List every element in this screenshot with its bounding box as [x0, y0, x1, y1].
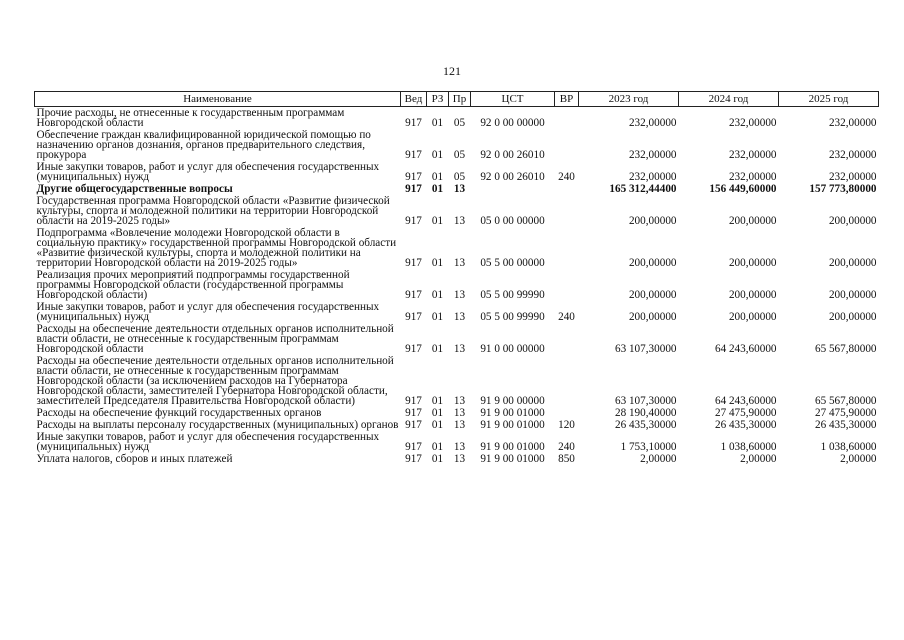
cell-2023: 200,00000: [628, 215, 677, 227]
cell-cst: 91 9 00 01000: [480, 419, 545, 431]
cell-2024: 232,00000: [728, 171, 777, 183]
cell-name: Иные закупки товаров, работ и услуг для обеспечения государственных (муниципальных) нужд: [36, 431, 380, 453]
cell-2024: 200,00000: [728, 311, 777, 323]
cell-pr: 13: [453, 419, 466, 431]
cell-pr: 13: [453, 453, 466, 465]
cell-vr: [555, 195, 579, 227]
cell-pr: 05: [453, 171, 466, 183]
header-2025: 2025 год: [779, 92, 879, 107]
table-row: [35, 301, 879, 323]
cell-pr: 05: [453, 117, 466, 129]
cell-ved: 917: [405, 419, 422, 431]
cell-ved: 917: [405, 171, 422, 183]
table-row: [35, 227, 879, 269]
cell-pr: 13: [453, 343, 466, 355]
cell-2023: 232,00000: [628, 149, 677, 161]
budget-table: [34, 91, 879, 465]
cell-2024: 64 243,60000: [714, 395, 777, 407]
cell-2023: 63 107,30000: [614, 343, 677, 355]
cell-cst: [471, 183, 555, 195]
cell-2025: 2,00000: [840, 453, 877, 465]
table-header-row: [35, 92, 879, 107]
cell-name: Уплата налогов, сборов и иных платежей: [36, 453, 233, 465]
cell-ved: 917: [405, 311, 422, 323]
cell-pr: 13: [453, 395, 466, 407]
cell-2023: 200,00000: [628, 311, 677, 323]
cell-2024: 27 475,90000: [714, 407, 777, 419]
cell-pr: 13: [453, 311, 466, 323]
cell-rz: 01: [431, 441, 444, 453]
table-row: [35, 453, 879, 465]
cell-rz: 01: [431, 149, 444, 161]
cell-2024: 1 038,60000: [720, 441, 777, 453]
cell-cst: 05 5 00 00000: [480, 257, 545, 269]
cell-cst: 91 9 00 01000: [480, 441, 545, 453]
cell-pr: 13: [453, 289, 466, 301]
cell-rz: 01: [431, 407, 444, 419]
cell-ved: 917: [405, 183, 422, 195]
table-body: [35, 107, 879, 466]
table-row: [35, 107, 879, 130]
cell-2024: 200,00000: [728, 257, 777, 269]
cell-2023: 165 312,44400: [609, 183, 677, 195]
table-row: [35, 269, 879, 301]
cell-2024: 156 449,60000: [709, 183, 777, 195]
cell-name: Обеспечение граждан квалифицированной юридической помощью по назначению органов дознания, органов предварительного следствия, прокурора: [36, 129, 371, 161]
cell-2024: 64 243,60000: [714, 343, 777, 355]
cell-cst: 92 0 00 26010: [480, 149, 545, 161]
cell-vr: [555, 355, 579, 407]
cell-cst: 92 0 00 00000: [480, 117, 545, 129]
cell-2023: 2,00000: [640, 453, 677, 465]
cell-2025: 27 475,90000: [814, 407, 877, 419]
cell-rz: 01: [431, 395, 444, 407]
cell-2024: 232,00000: [728, 117, 777, 129]
cell-name: Прочие расходы, не отнесенные к государственным программам Новгородской области: [36, 107, 345, 129]
cell-cst: 91 9 00 00000: [480, 395, 545, 407]
cell-2024: 232,00000: [728, 149, 777, 161]
cell-2024: 200,00000: [728, 289, 777, 301]
cell-pr: 13: [453, 183, 466, 195]
cell-vr: [555, 227, 579, 269]
table-row: [35, 419, 879, 431]
cell-2023: 232,00000: [628, 117, 677, 129]
cell-2025: 1 038,60000: [820, 441, 877, 453]
cell-ved: 917: [405, 453, 422, 465]
cell-vr: 240: [558, 171, 575, 183]
cell-2025: 232,00000: [828, 149, 877, 161]
cell-cst: 92 0 00 26010: [480, 171, 545, 183]
cell-ved: 917: [405, 407, 422, 419]
cell-cst: 91 9 00 01000: [480, 407, 545, 419]
cell-2025: 26 435,30000: [814, 419, 877, 431]
cell-2024: 26 435,30000: [714, 419, 777, 431]
cell-2024: 2,00000: [740, 453, 777, 465]
cell-vr: 120: [558, 419, 575, 431]
header-name: Наименование: [35, 92, 401, 107]
cell-pr: 13: [453, 407, 466, 419]
cell-2025: 200,00000: [828, 215, 877, 227]
cell-name: Расходы на обеспечение деятельности отдельных органов исполнительной власти области, не отнесенные к государственным программам Новгородской области (за исключением расходов на Губернатора Новгородской области, заместителей Губернатора Новгородской области, заместителей Председателя Правительства Новгородской области): [36, 355, 394, 407]
cell-2025: 65 567,80000: [814, 343, 877, 355]
cell-rz: 01: [431, 215, 444, 227]
cell-ved: 917: [405, 215, 422, 227]
cell-2023: 200,00000: [628, 289, 677, 301]
cell-rz: 01: [431, 311, 444, 323]
cell-name: Реализация прочих мероприятий подпрограммы государственной программы Новгородской области (государственной программы Новгородской области): [36, 269, 350, 301]
cell-rz: 01: [431, 343, 444, 355]
cell-name: Расходы на выплаты персоналу государственных (муниципальных) органов: [36, 419, 399, 431]
cell-cst: 91 9 00 01000: [480, 453, 545, 465]
cell-vr: [555, 323, 579, 355]
cell-ved: 917: [405, 257, 422, 269]
cell-rz: 01: [431, 419, 444, 431]
cell-pr: 05: [453, 149, 466, 161]
cell-rz: 01: [431, 257, 444, 269]
cell-vr: 240: [558, 311, 575, 323]
cell-2023: 63 107,30000: [614, 395, 677, 407]
cell-cst: 05 5 00 99990: [480, 289, 545, 301]
cell-pr: 13: [453, 441, 466, 453]
cell-vr: [555, 269, 579, 301]
cell-2025: 200,00000: [828, 257, 877, 269]
cell-name: Иные закупки товаров, работ и услуг для обеспечения государственных (муниципальных) нужд: [36, 161, 380, 183]
table-row: [35, 195, 879, 227]
cell-vr: [555, 129, 579, 161]
cell-cst: 05 0 00 00000: [480, 215, 545, 227]
page-number: 121: [443, 64, 461, 78]
cell-2025: 232,00000: [828, 171, 877, 183]
cell-pr: 13: [453, 257, 466, 269]
cell-name: Государственная программа Новгородской области «Развитие физической культуры, спорта и молодежной политики на территории Новгородской области на 2019-2025 годы»: [36, 195, 390, 227]
cell-2025: 200,00000: [828, 289, 877, 301]
cell-2024: 200,00000: [728, 215, 777, 227]
cell-2025: 200,00000: [828, 311, 877, 323]
cell-pr: 13: [453, 215, 466, 227]
cell-vr: [555, 407, 579, 419]
cell-vr: [555, 107, 579, 130]
cell-name: Другие общегосударственные вопросы: [36, 183, 233, 195]
cell-2025: 232,00000: [828, 117, 877, 129]
cell-ved: 917: [405, 149, 422, 161]
header-ved: Вед: [401, 92, 427, 107]
table-row: [35, 407, 879, 419]
table-row: [35, 161, 879, 183]
header-vr: ВР: [555, 92, 579, 107]
cell-vr: 240: [558, 441, 575, 453]
cell-2023: 1 753,10000: [620, 441, 677, 453]
table-row: [35, 323, 879, 355]
cell-2025: 65 567,80000: [814, 395, 877, 407]
cell-rz: 01: [431, 171, 444, 183]
cell-ved: 917: [405, 395, 422, 407]
cell-2025: 157 773,80000: [809, 183, 877, 195]
cell-2023: 28 190,40000: [614, 407, 677, 419]
cell-name: Подпрограмма «Вовлечение молодежи Новгородской области в социальную практику» государственной программы Новгородской области «Развитие физической культуры, спорта и молодежной политики на территории Новгородской области на 2019-2025 годы»: [36, 227, 397, 269]
table-row: [35, 431, 879, 453]
cell-ved: 917: [405, 117, 422, 129]
cell-ved: 917: [405, 343, 422, 355]
table-row: [35, 183, 879, 195]
header-2023: 2023 год: [579, 92, 679, 107]
cell-vr: [555, 183, 579, 195]
header-rz: РЗ: [427, 92, 449, 107]
header-cst: ЦСТ: [471, 92, 555, 107]
header-pr: Пр: [449, 92, 471, 107]
cell-ved: 917: [405, 441, 422, 453]
cell-2023: 200,00000: [628, 257, 677, 269]
table-row: [35, 355, 879, 407]
cell-name: Расходы на обеспечение деятельности отдельных органов исполнительной власти области, не отнесенные к государственным программам Новгородской области: [36, 323, 394, 355]
cell-rz: 01: [431, 183, 444, 195]
cell-name: Расходы на обеспечение функций государственных органов: [36, 407, 322, 419]
table-row: [35, 129, 879, 161]
cell-2023: 232,00000: [628, 171, 677, 183]
cell-rz: 01: [431, 453, 444, 465]
cell-rz: 01: [431, 289, 444, 301]
cell-vr: 850: [558, 453, 575, 465]
cell-cst: 05 5 00 99990: [480, 311, 545, 323]
header-2024: 2024 год: [679, 92, 779, 107]
cell-2023: 26 435,30000: [614, 419, 677, 431]
cell-cst: 91 0 00 00000: [480, 343, 545, 355]
cell-name: Иные закупки товаров, работ и услуг для обеспечения государственных (муниципальных) нужд: [36, 301, 380, 323]
cell-rz: 01: [431, 117, 444, 129]
cell-ved: 917: [405, 289, 422, 301]
